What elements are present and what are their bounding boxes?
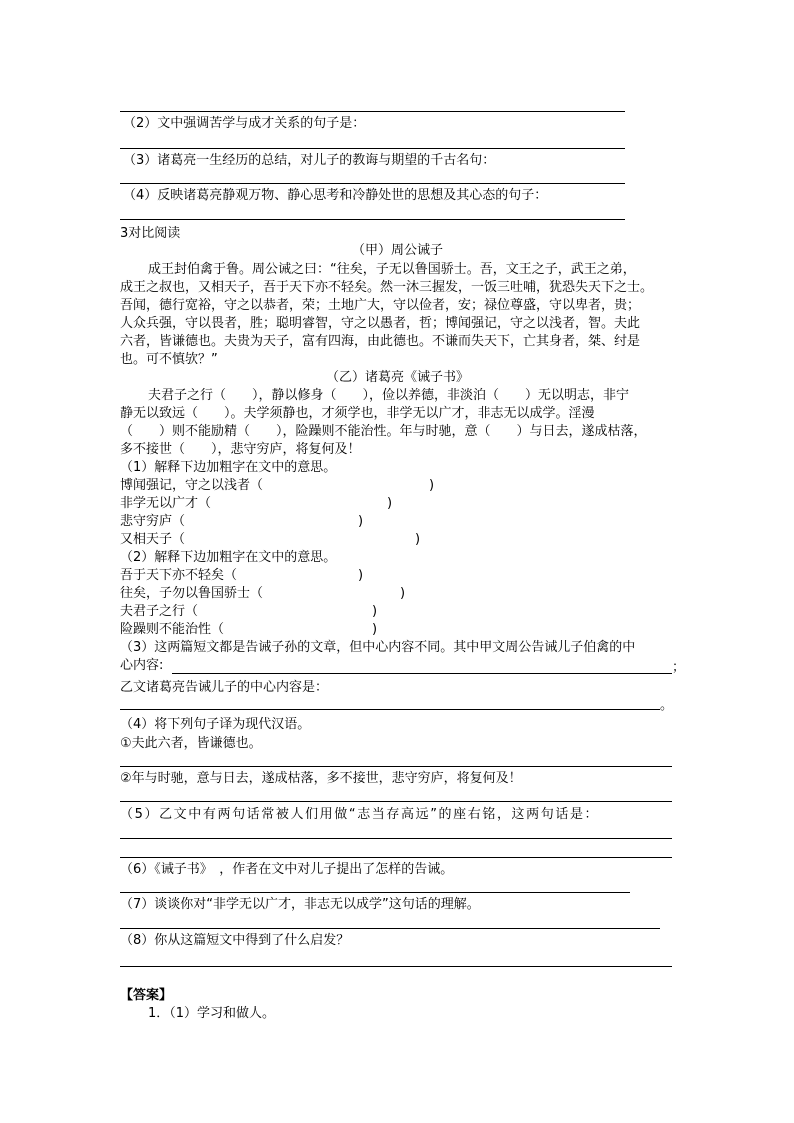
sub1-item: 非学无以广才（ [120, 496, 212, 511]
answer-line [120, 709, 660, 710]
text-a-line: 人众兵强，守以畏者，胜；聪明睿智，守之以愚者，哲；博闻强记，守之以浅者，智。夫此 [120, 316, 641, 331]
q2-item-4: （4）反映诸葛亮静观万物、静心思考和冷静处世的思想及其心态的句子： [123, 188, 548, 203]
text-b-line: 多不接世（ ），悲守穷庐，将复何及！ [120, 442, 361, 457]
sub3-line: 心内容: [120, 658, 164, 673]
answer-line [120, 892, 630, 893]
answer-line-1: 1．（1）学习和做人。 [148, 1006, 276, 1021]
sub1-item: 悲守穷庐（ [120, 514, 186, 529]
sub1-item: 博闻强记，守之以浅者（ [120, 478, 264, 493]
text-b-line: 静无以致远（ ）。夫学须静也，才须学也，非学无以广才，非志无以成学。淫漫 [120, 406, 595, 421]
sub2-title: （2）解释下边加粗字在文中的意思。 [120, 550, 337, 565]
text-b-line: （ ）则不能励精（ ），险躁则不能治性。年与时驰，意（ ）与日去，遂成枯落， [120, 424, 647, 439]
q2-item-3: （3）诸葛亮一生经历的总结，对儿子的教诲与期望的千古名句： [123, 153, 496, 168]
sub2-item: 往矣，子勿以鲁国骄士（ [120, 586, 264, 601]
sub7-question: （7）谈谈你对“非学无以广才，非志无以成学”这句话的理解。 [120, 897, 480, 912]
answer-line [120, 183, 625, 184]
sub2-item: 险躁则不能治性（ [120, 622, 225, 637]
period: 。 [660, 698, 674, 713]
answer-line [120, 766, 672, 767]
sub8-question: （8）你从这篇短文中得到了什么启发？ [120, 933, 350, 948]
sub3-line: 乙文诸葛亮告诫儿子的中心内容是： [120, 680, 329, 695]
close-paren: ) [358, 514, 364, 529]
close-paren: ) [358, 568, 364, 583]
text-a-line: 吾闻，德行宽裕，守之以恭者，荣；土地广大，守以俭者，安；禄位尊盛，守以卑者，贵； [120, 298, 641, 313]
semicolon: ； [672, 660, 686, 675]
sub1-title: （1）解释下边加粗字在文中的意思。 [120, 460, 337, 475]
text-a-line: 成王封伯禽于鲁。周公诫之曰：“往矣，子无以鲁国骄士。吾，文王之子，武王之弟， [148, 262, 636, 277]
close-paren: ) [415, 532, 421, 547]
sub3-line: （3）这两篇短文都是告诫子孙的文章，但中心内容不同。其中甲文周公告诫儿子伯禽的中 [120, 640, 636, 655]
text-b-title: （乙）诸葛亮《诫子书》 [325, 370, 469, 385]
close-paren: ) [429, 478, 435, 493]
answer-line [172, 673, 672, 674]
answer-line [120, 966, 672, 967]
q2-item-2: （2）文中强调苦学与成才关系的句子是： [123, 116, 366, 131]
text-a-title: （甲）周公诫子 [351, 243, 443, 258]
answer-line [120, 801, 672, 802]
q3-heading: 3对比阅读 [120, 226, 181, 241]
answer-line [120, 148, 625, 149]
close-paren: ) [387, 496, 393, 511]
sub4-title: （4）将下列句子译为现代汉语。 [120, 717, 311, 732]
sub6-question: （6）《诫子书》 ，作者在文中对儿子提出了怎样的告诫。 [120, 862, 454, 877]
answer-line [120, 928, 660, 929]
answer-line [120, 857, 672, 858]
close-paren: ) [400, 586, 406, 601]
sub4-sentence: ②年与时驰，意与日去，遂成枯落，多不接世，悲守穷庐，将复何及！ [120, 771, 522, 786]
close-paren: ) [372, 622, 378, 637]
answer-line [120, 111, 625, 112]
sub1-item: 又相天子（ [120, 532, 186, 547]
text-a-line: 六者，皆谦德也。夫贵为天子，富有四海，由此德也。不谦而失天下，亡其身者，桀、纣是 [120, 334, 641, 349]
sub4-sentence: ①夫此六者，皆谦德也。 [120, 736, 262, 751]
answer-label: 【答案】 [120, 988, 173, 1003]
answer-line [120, 838, 672, 839]
answer-line [120, 219, 625, 220]
sub5-question: （5）乙文中有两句话常被人们用做“志当存高远”的座右铭，这两句话是： [120, 807, 600, 822]
sub2-item: 夫君子之行（ [120, 604, 199, 619]
text-a-line: 成王之叔也，又相天子，吾于天下亦不轻矣。然一沐三握发，一饭三吐哺，犹恐失天下之士。 [120, 280, 654, 295]
sub2-item: 吾于天下亦不轻矣（ [120, 568, 238, 583]
close-paren: ) [372, 604, 378, 619]
text-a-line: 也。可不慎欤？” [120, 352, 218, 367]
text-b-line: 夫君子之行（ ），静以修身（ ），俭以养德，非淡泊（ ）无以明志，非宁 [148, 388, 630, 403]
